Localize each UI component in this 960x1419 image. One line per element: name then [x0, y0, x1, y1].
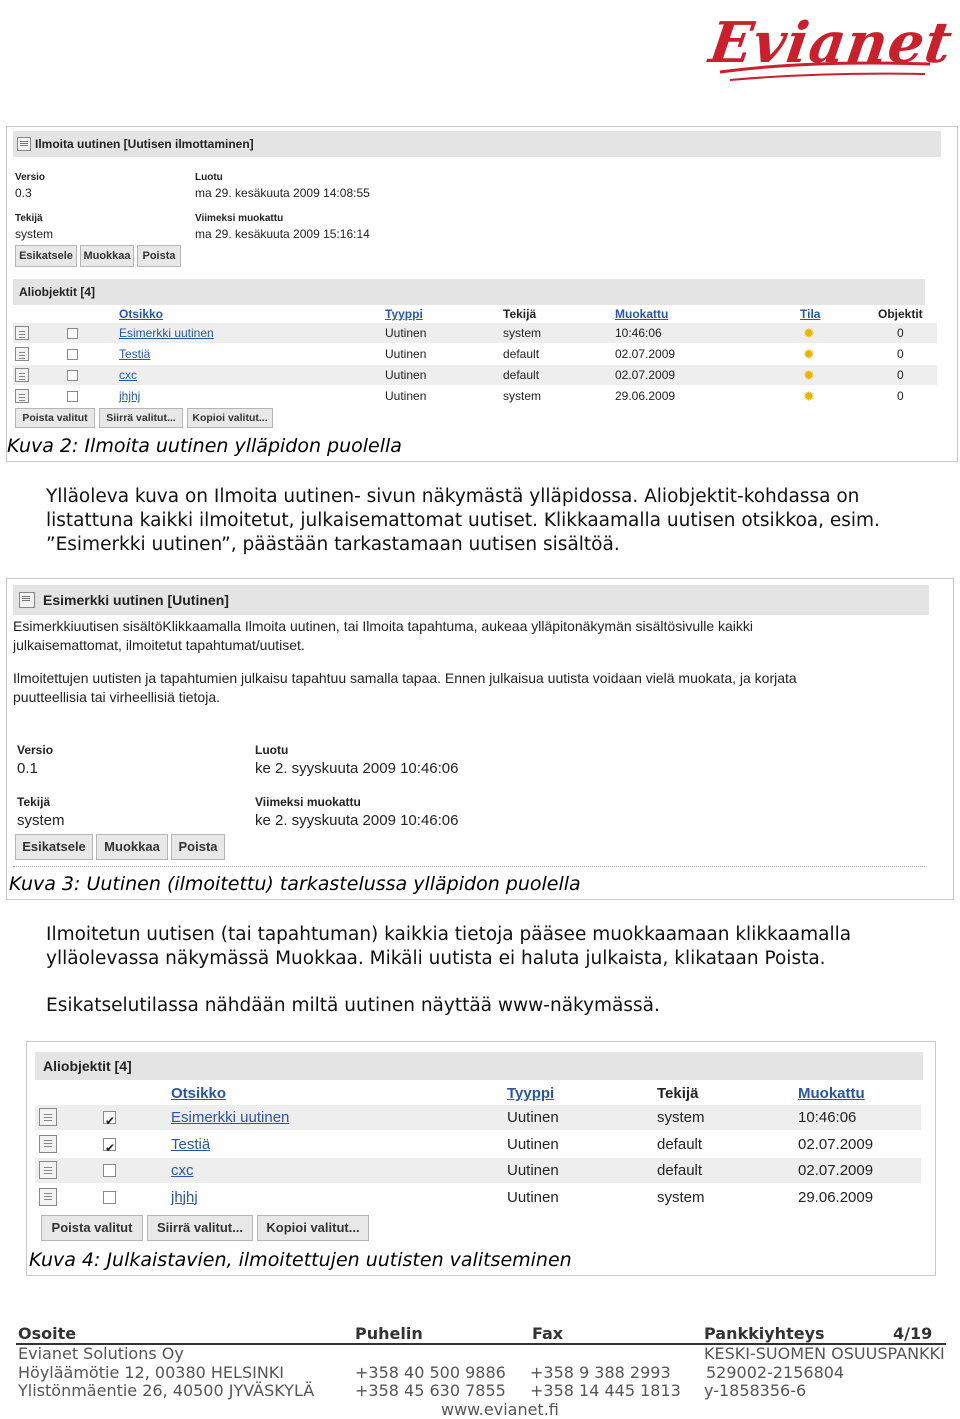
row-title-link[interactable]: Testiä: [171, 1135, 211, 1153]
row-title-link[interactable]: cxc: [171, 1162, 194, 1179]
figure-3: [6, 578, 954, 900]
preview-button[interactable]: Esikatsele: [15, 834, 93, 860]
row-author: default: [657, 1162, 703, 1179]
footer-phone-heading: Puhelin: [355, 1324, 423, 1343]
row-checkbox[interactable]: [103, 1164, 116, 1177]
muokattu-label: Viimeksi muokattu: [195, 213, 284, 224]
row-author: system: [503, 389, 542, 403]
paragraph-line: Ylläoleva kuva on Ilmoita uutinen- sivun näkymästä ylläpidossa. Aliobjektit-kohdassa on: [46, 486, 860, 507]
preview-button[interactable]: Esikatsele: [15, 245, 77, 267]
row-title-link[interactable]: cxc: [119, 368, 137, 382]
figure-2: [6, 126, 958, 462]
row-type: Uutinen: [385, 389, 427, 403]
panel-title: Esimerkki uutinen [Uutinen]: [13, 585, 929, 615]
row-author: system: [503, 326, 542, 340]
row-author: default: [503, 347, 540, 361]
row-modified: 02.07.2009: [798, 1135, 874, 1153]
row-modified: 29.06.2009: [798, 1188, 874, 1206]
col-title[interactable]: Otsikko: [171, 1085, 227, 1102]
col-modified[interactable]: Muokattu: [798, 1085, 865, 1102]
versio-label: Versio: [17, 743, 54, 757]
document-icon[interactable]: [15, 389, 29, 403]
status-sun-icon: ✹: [803, 346, 815, 362]
bank-account-2: y-1858356-6: [704, 1381, 807, 1400]
row-type: Uutinen: [385, 368, 427, 382]
phone-2: +358 45 630 7855: [355, 1381, 506, 1400]
row-type: Uutinen: [507, 1109, 559, 1126]
figure-caption: Kuva 4: Julkaistavien, ilmoitettujen uutisten valitseminen: [29, 1249, 572, 1271]
versio-label: Versio: [15, 172, 46, 183]
logo-text: Evianet: [705, 10, 957, 76]
row-objects: 0: [897, 347, 904, 361]
row-checkbox[interactable]: [103, 1191, 116, 1204]
move-selected-button[interactable]: Siirrä valitut...: [99, 408, 183, 428]
col-author: Tekijä: [657, 1085, 699, 1102]
table-row: [35, 1132, 921, 1157]
subobjects-title: Aliobjektit [4]: [35, 1052, 923, 1080]
edit-button[interactable]: Muokkaa: [80, 245, 134, 267]
table-row: [13, 386, 937, 406]
bank-account-1: 529002-2156804: [706, 1363, 845, 1382]
luotu-value: ke 2. syyskuuta 2009 10:46:06: [255, 760, 459, 777]
row-title-link[interactable]: jhjhj: [171, 1188, 198, 1206]
row-type: Uutinen: [385, 347, 427, 361]
row-modified: 10:46:06: [798, 1109, 857, 1126]
table-row: [35, 1105, 921, 1130]
row-title-link[interactable]: Esimerkki uutinen: [119, 326, 214, 340]
status-sun-icon: ✹: [803, 367, 815, 383]
tekija-label: Tekijä: [15, 213, 43, 224]
document-icon[interactable]: [15, 368, 29, 382]
table-row: [13, 365, 937, 385]
paragraph-line: ”Esimerkki uutinen”, päästään tarkastamaan uutisen sisältöä.: [46, 534, 620, 555]
footer-address-heading: Osoite: [18, 1324, 77, 1343]
figure-caption: Kuva 3: Uutinen (ilmoitettu) tarkastelussa ylläpidon puolella: [9, 873, 581, 895]
delete-selected-button[interactable]: Poista valitut: [41, 1215, 143, 1241]
row-title-link[interactable]: jhjhj: [119, 389, 141, 403]
document-icon: [19, 592, 35, 608]
table-row: [35, 1158, 921, 1183]
status-sun-icon: ✹: [803, 325, 815, 341]
row-modified: 02.07.2009: [798, 1162, 874, 1179]
col-type[interactable]: Tyyppi: [507, 1085, 555, 1102]
row-type: Uutinen: [507, 1188, 559, 1206]
document-icon[interactable]: [39, 1188, 57, 1206]
document-icon: [17, 137, 31, 151]
row-type: Uutinen: [507, 1162, 559, 1179]
delete-selected-button[interactable]: Poista valitut: [15, 408, 95, 428]
footer-fax-heading: Fax: [532, 1324, 564, 1343]
row-title-link[interactable]: Testiä: [119, 347, 151, 361]
col-modified[interactable]: Muokattu: [615, 307, 669, 321]
row-modified: 02.07.2009: [615, 347, 676, 361]
row-checkbox[interactable]: [67, 391, 78, 402]
document-icon[interactable]: [15, 347, 29, 361]
row-author: default: [657, 1135, 703, 1153]
row-objects: 0: [897, 389, 904, 403]
table-row: [13, 323, 937, 343]
row-title-link[interactable]: Esimerkki uutinen: [171, 1109, 290, 1126]
row-objects: 0: [897, 326, 904, 340]
delete-button[interactable]: Poista: [171, 834, 225, 860]
evianet-logo: [700, 2, 957, 92]
figure-4: [26, 1041, 936, 1276]
delete-button[interactable]: Poista: [137, 245, 181, 267]
footer-bank-heading: Pankkiyhteys: [704, 1324, 825, 1343]
muokattu-value: ma 29. kesäkuuta 2009 15:16:14: [195, 227, 370, 241]
col-author: Tekijä: [503, 307, 537, 321]
versio-value: 0.1: [17, 760, 38, 777]
figure-caption: Kuva 2: Ilmoita uutinen ylläpidon puolella: [7, 435, 402, 457]
row-modified: 10:46:06: [615, 326, 662, 340]
row-checkbox[interactable]: [67, 370, 78, 381]
row-modified: 02.07.2009: [615, 368, 676, 382]
col-status[interactable]: Tila: [800, 307, 821, 321]
muokattu-label: Viimeksi muokattu: [255, 795, 361, 809]
paragraph-line: listattuna kaikki ilmoitetut, julkaisemattomat uutiset. Klikkaamalla uutisen otsikkoa, esim.: [46, 510, 880, 531]
paragraph-2: [46, 923, 946, 971]
address-1: Höyläämötie 12, 00380 HELSINKI: [18, 1363, 284, 1382]
row-objects: 0: [897, 368, 904, 382]
address-2: Ylistönmäentie 26, 40500 JYVÄSKYLÄ: [18, 1381, 315, 1400]
paragraph-1: [46, 485, 946, 557]
copy-selected-button[interactable]: Kopioi valitut...: [257, 1215, 369, 1241]
phone-1: +358 40 500 9886: [355, 1363, 506, 1382]
news-body: Esimerkkiuutisen sisältöKlikkaamalla Ilmoita uutinen, tai Ilmoita tapahtuma, aukeaa ylläpitonäkymän sisältösivulle kaikki julkaisemattomat, ilmoitetut tapahtumat/uutiset.: [13, 618, 754, 653]
page-number: 4/19: [893, 1324, 933, 1343]
footer: [0, 1322, 960, 1418]
table-header: [7, 307, 937, 323]
website-link[interactable]: www.evianet.fi: [441, 1400, 559, 1419]
table-row: [35, 1185, 921, 1210]
row-author: system: [657, 1109, 705, 1126]
subobjects-title: Aliobjektit [4]: [13, 279, 925, 305]
tekija-value: system: [17, 812, 65, 829]
row-modified: 29.06.2009: [615, 389, 676, 403]
fax-2: +358 14 445 1813: [530, 1381, 681, 1400]
paragraph-3: Esikatselutilassa nähdään miltä uutinen näyttää www-näkymässä.: [46, 995, 660, 1016]
luotu-label: Luotu: [195, 172, 223, 183]
document-icon[interactable]: [15, 326, 29, 340]
edit-button[interactable]: Muokkaa: [96, 834, 168, 860]
row-checkbox[interactable]: [103, 1138, 116, 1151]
row-checkbox[interactable]: [103, 1111, 116, 1124]
company-name: Evianet Solutions Oy: [18, 1344, 184, 1363]
row-type: Uutinen: [385, 326, 427, 340]
row-author: default: [503, 368, 540, 382]
document-icon[interactable]: [39, 1108, 57, 1126]
document-icon[interactable]: [39, 1135, 57, 1153]
luotu-label: Luotu: [255, 743, 289, 757]
bank-name: KESKI-SUOMEN OSUUSPANKKI: [704, 1344, 945, 1363]
row-type: Uutinen: [507, 1135, 559, 1153]
tekija-label: Tekijä: [17, 795, 51, 809]
paragraph-line: ylläolevassa näkymässä Muokkaa. Mikäli uutista ei haluta julkaista, klikataan Poista.: [46, 948, 826, 969]
row-checkbox[interactable]: [67, 328, 78, 339]
luotu-value: ma 29. kesäkuuta 2009 14:08:55: [195, 186, 370, 200]
document-icon[interactable]: [39, 1161, 57, 1179]
panel-title: Ilmoita uutinen [Uutisen ilmottaminen]: [13, 131, 941, 157]
copy-selected-button[interactable]: Kopioi valitut...: [187, 408, 273, 428]
news-body-2: Ilmoitettujen uutisten ja tapahtumien julkaisu tapahtuu samalla tapaa. Ennen julkaisua uutista voidaan vielä muokata, ja korjata puutteellisia tai virheellisiä tietoja.: [13, 670, 797, 705]
versio-value: 0.3: [15, 186, 32, 200]
muokattu-value: ke 2. syyskuuta 2009 10:46:06: [255, 812, 459, 829]
move-selected-button[interactable]: Siirrä valitut...: [147, 1215, 253, 1241]
col-title[interactable]: Otsikko: [119, 307, 164, 321]
status-sun-icon: ✹: [803, 388, 815, 404]
col-type[interactable]: Tyyppi: [385, 307, 423, 321]
tekija-value: system: [15, 227, 54, 241]
row-checkbox[interactable]: [67, 349, 78, 360]
fax-1: +358 9 388 2993: [530, 1363, 671, 1382]
row-author: system: [657, 1188, 705, 1206]
table-row: [13, 344, 937, 364]
paragraph-line: Ilmoitetun uutisen (tai tapahtuman) kaikkia tietoja pääsee muokkaamaan klikkaamalla: [46, 924, 852, 945]
table-header: [27, 1085, 927, 1103]
col-objects: Objektit: [878, 307, 923, 321]
divider: [13, 866, 925, 868]
